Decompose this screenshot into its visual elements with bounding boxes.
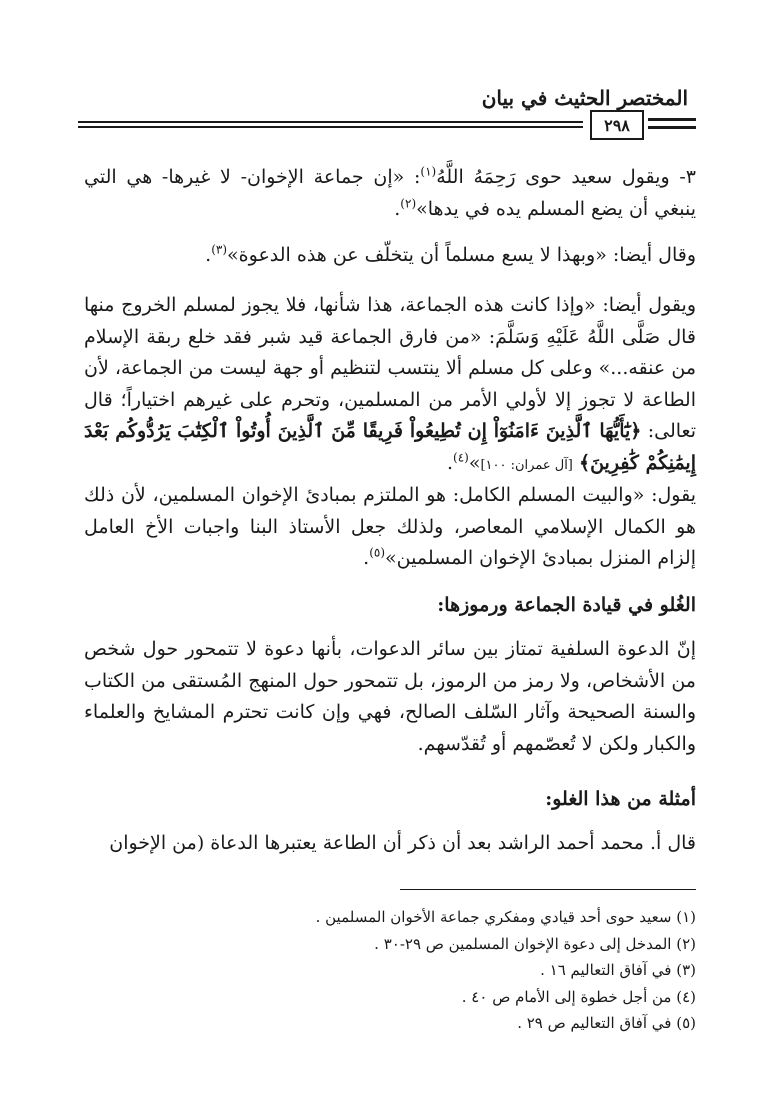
- verse-reference: [آل عمران: ١٠٠]: [480, 457, 573, 473]
- footnote-2: (٢) المدخل إلى دعوة الإخوان المسلمين ص ٢٩-٣٠ .: [374, 934, 696, 953]
- paragraph-3-text: ويقول أيضا: «وإذا كانت هذه الجماعة، هذا شأنها، فلا يجوز لمسلم الخروج منها قال صَلَّى اللَّهُ عَلَيْهِ وَسَلَّمَ: «من فارق الجماعة قيد شبر فقد خلع ربقة الإسلام من عنقه...» وعلى كل مسلم ألا ينتسب لتنظيم أو جهة ليست من الجماعة، لأن الطاعة لا تجوز إلا لأولي الأمر من المسلمين، وتحرم على غيرهم اختياراً؛ قال تعالى:: [84, 294, 696, 442]
- footnote-marker-5: (٥): [369, 545, 386, 560]
- section-heading-2: أمثلة من هذا الغلو:: [545, 788, 696, 810]
- quote-close: »: [468, 451, 481, 474]
- paragraph-1-text-a: ٣- ويقول سعيد حوى رَحِمَهُ اللَّهُ: [436, 166, 696, 188]
- header-rule-thin-2: [78, 126, 583, 128]
- paragraph-3: [84, 290, 696, 481]
- paragraph-4-text: يقول: «والبيت المسلم الكامل: هو الملتزم بمبادئ الإخوان المسلمين، لأن ذلك هو الكمال الإسلامي المعاصر، ولذلك جعل الأستاذ البنا واجبات الأخ العامل إلزام المنزل بمبادئ الإخوان المسلمين»: [84, 484, 696, 569]
- paragraph-2-end: .: [205, 244, 212, 266]
- paragraph-4-end: .: [363, 547, 370, 569]
- footnote-marker-3: (٣): [211, 242, 228, 257]
- page-number: ٢٩٨: [590, 110, 644, 140]
- footnote-marker-1: (١): [420, 164, 437, 179]
- footnote-1: (١) سعيد حوى أحد قيادي ومفكري جماعة الأخوان المسلمين .: [315, 908, 696, 926]
- footnote-marker-4: (٤): [453, 450, 469, 465]
- quran-verse: ﴿يَٰٓأَيُّهَا ٱلَّذِينَ ءَامَنُوٓاْ إِن تُطِيعُواْ فَرِيقًا مِّنَ ٱلَّذِينَ أُوتُواْ ٱلْكِتَٰبَ يَرُدُّوكُم بَعْدَ إِيمَٰنِكُمْ كَٰفِرِينَ﴾: [84, 420, 696, 474]
- running-header-title: المختصر الحثيث في بيان: [481, 86, 688, 110]
- paragraph-4: [84, 480, 696, 575]
- header-rule-thick-2: [648, 126, 696, 129]
- section-heading-1: الغُلو في قيادة الجماعة ورموزها:: [437, 594, 696, 616]
- paragraph-2: [84, 240, 696, 272]
- footnotes: [84, 904, 696, 1037]
- paragraph-5: إنّ الدعوة السلفية تمتاز بين سائر الدعوات، بأنها دعوة لا تتمحور حول شخص من الأشخاص، ولا رمز من الرموز، بل تتمحور حول المنهج المُستقى من الكتاب والسنة الصحيحة وآثار السّلف الصالح، فهي وإن كانت تحترم المشايخ والعلماء والكبار ولكن لا تُعصّمهم أو تُقدّسهم.: [84, 638, 696, 755]
- header-rule-thin: [78, 121, 583, 123]
- footnote-4: (٤) من أجل خطوة إلى الأمام ص ٤٠ .: [461, 987, 696, 1006]
- paragraph-1-text-b: : «إن جماعة الإخوان- لا غيرها- هي التي ينبغي أن يضع المسلم يده في يدها»: [84, 166, 696, 220]
- paragraph-1-end: .: [394, 197, 401, 220]
- footnote-5: (٥) في آفاق التعاليم ص ٢٩ .: [517, 1014, 696, 1032]
- paragraph-1: [84, 162, 696, 225]
- header-rule-thick: [648, 118, 696, 121]
- footnote-3: (٣) في آفاق التعاليم ١٦ .: [540, 961, 696, 979]
- paragraph-3-end: .: [446, 451, 454, 474]
- footnote-separator: [400, 889, 696, 890]
- paragraph-6: قال أ. محمد أحمد الراشد بعد أن ذكر أن الطاعة يعتبرها الدعاة (من الإخوان: [109, 832, 696, 854]
- footnote-marker-2: (٢): [400, 196, 417, 211]
- paragraph-2-text: وقال أيضا: «وبهذا لا يسع مسلماً أن يتخلّف عن هذه الدعوة»: [227, 244, 696, 266]
